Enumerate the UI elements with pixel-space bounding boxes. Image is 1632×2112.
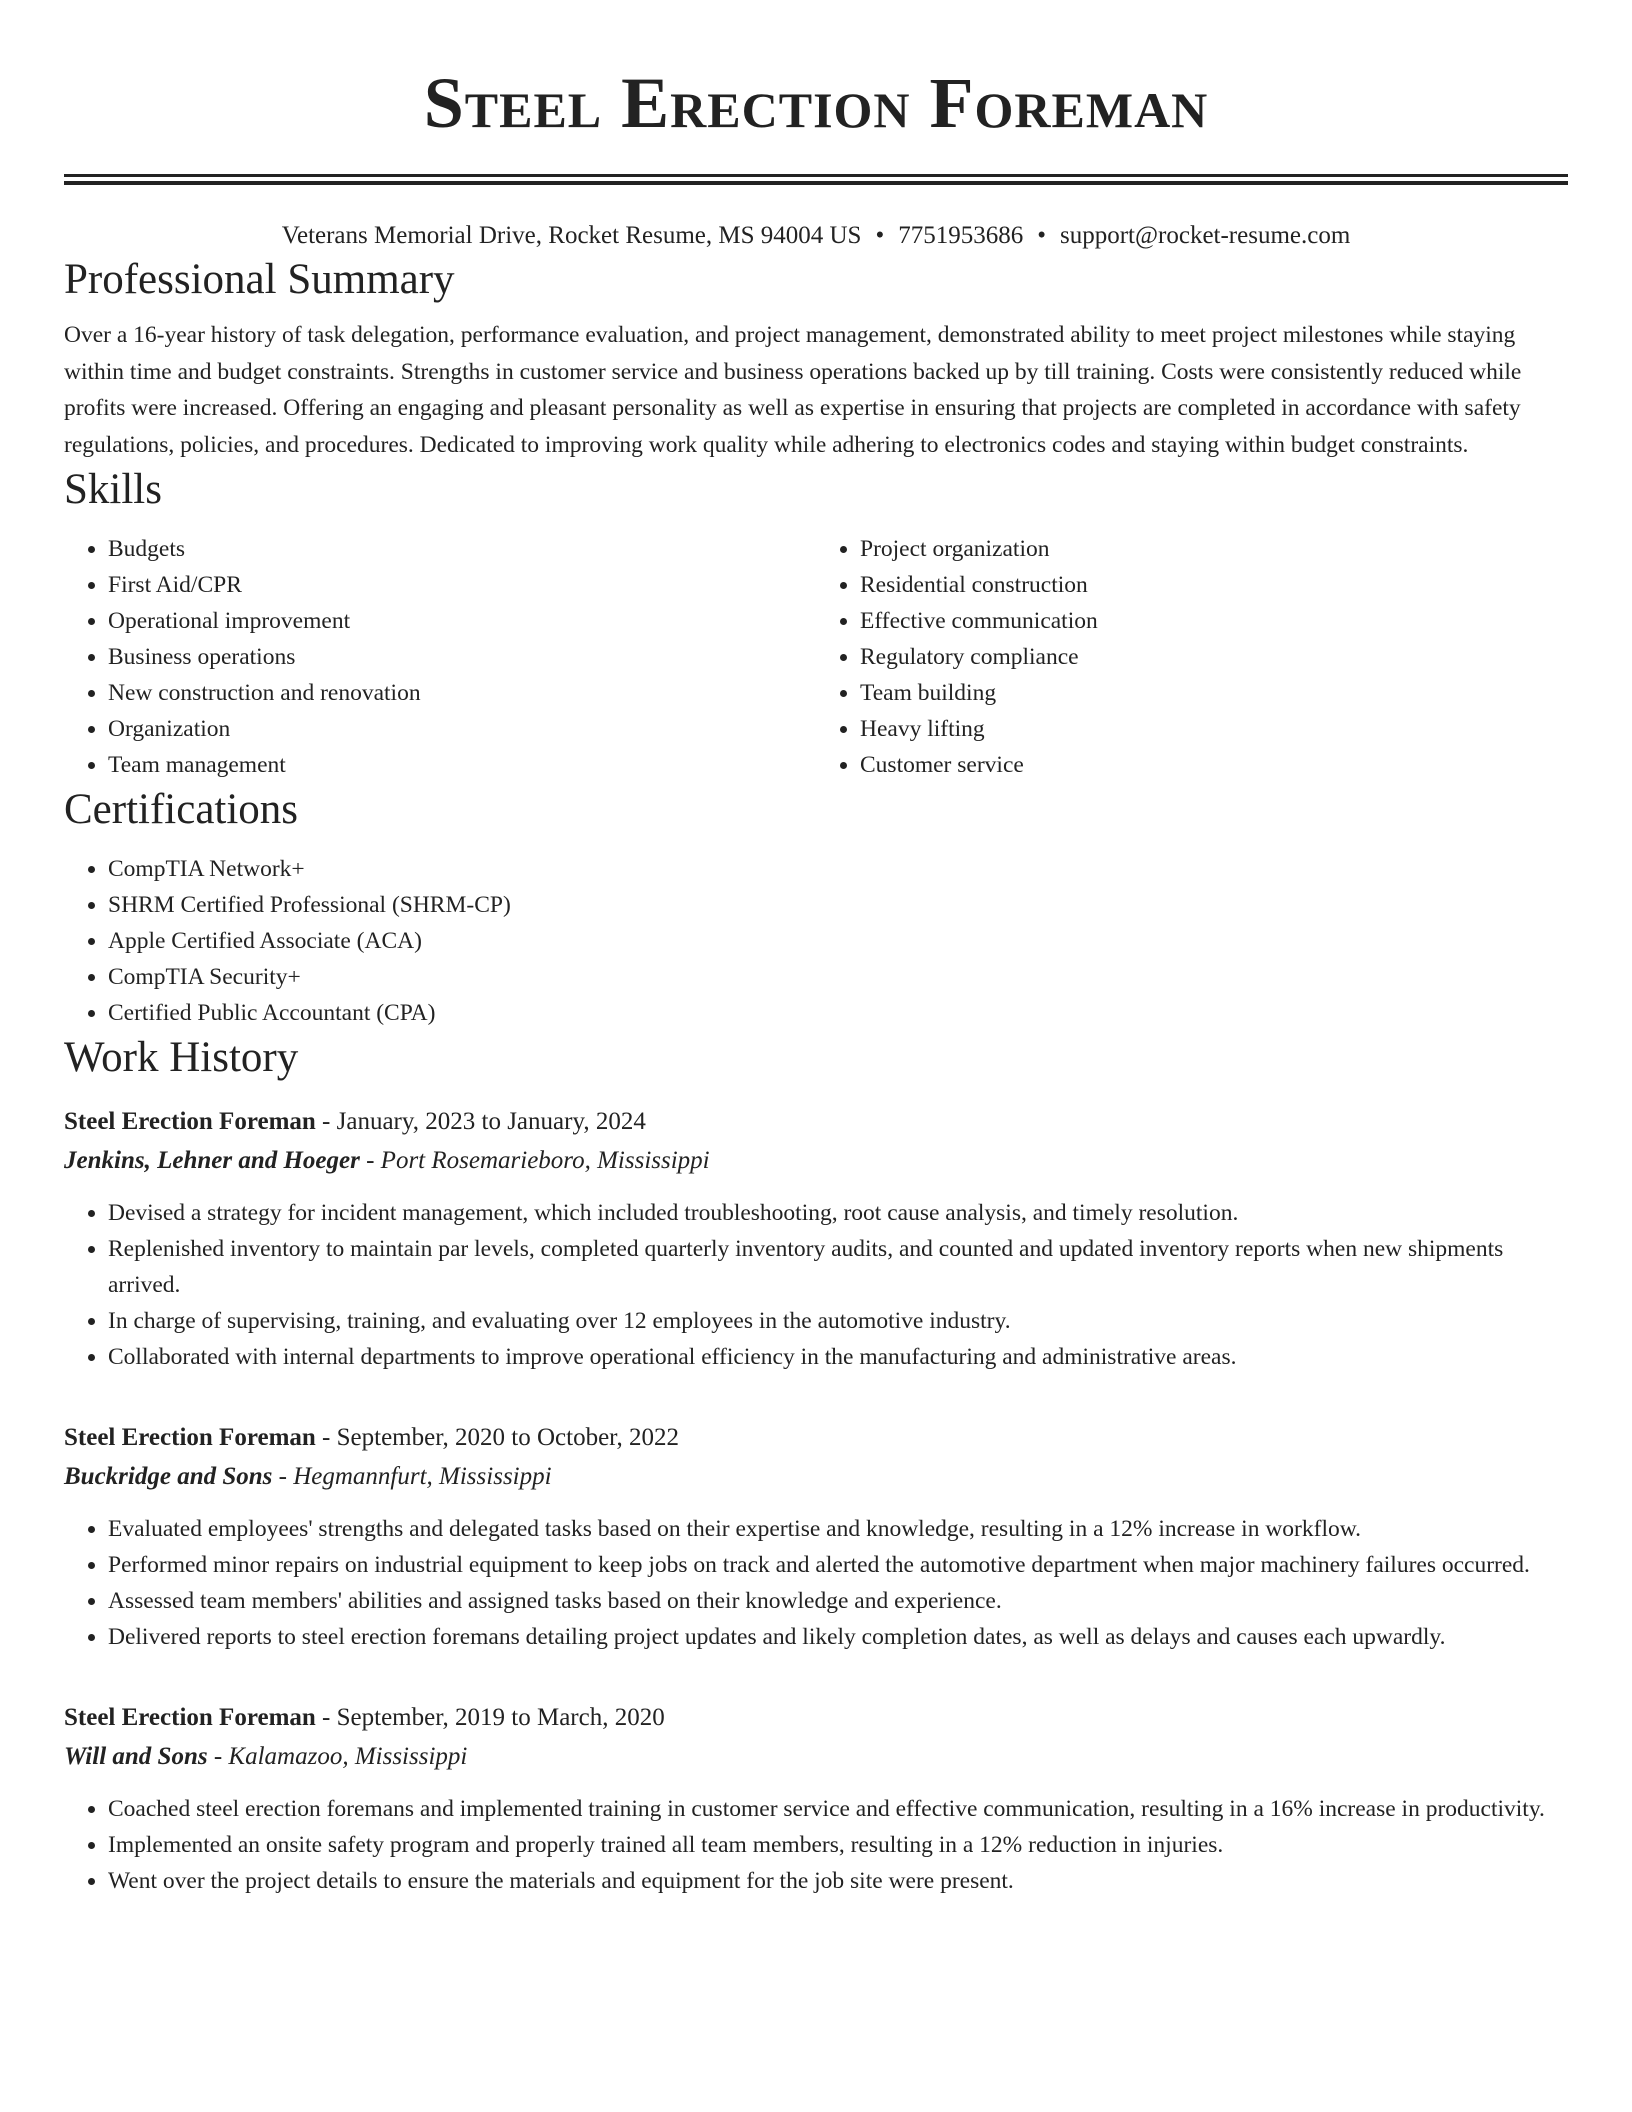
job-company-line [64, 1737, 1568, 1777]
job-title-line [64, 1419, 1568, 1457]
skill-item: • Customer service [860, 747, 1568, 783]
header-double-rule [64, 174, 1568, 185]
job-bullets [64, 1791, 1568, 1899]
job-role: Steel Erection Foreman [64, 1108, 316, 1135]
job-location: - Hegmannfurt, Mississippi [272, 1463, 552, 1490]
job-dates: - September, 2019 to March, 2020 [315, 1704, 665, 1731]
job-location: - Port Rosemarieboro, Mississippi [359, 1147, 710, 1174]
job-entry [64, 1103, 1568, 1375]
skill-item: • Project organization [860, 531, 1568, 567]
job-bullet: • In charge of supervising, training, and evaluating over 12 employees in the automotive industry. [108, 1303, 1568, 1339]
job-bullet: • Delivered reports to steel erection foremans detailing project updates and likely completion dates, as well as delays and causes each upwardly. [108, 1619, 1568, 1655]
certification-item: • Apple Certified Associate (ACA) [108, 923, 1568, 959]
certification-item: • CompTIA Network+ [108, 851, 1568, 887]
contact-address: Veterans Memorial Drive, Rocket Resume, MS 94004 US [281, 222, 862, 249]
skill-item: • Effective communication [860, 603, 1568, 639]
contact-separator: • [1037, 222, 1046, 249]
certifications-list [64, 851, 1568, 1031]
skill-item: • Team building [860, 675, 1568, 711]
job-bullet: • Assessed team members' abilities and assigned tasks based on their knowledge and experience. [108, 1583, 1568, 1619]
job-role: Steel Erection Foreman [64, 1704, 316, 1731]
job-bullet: • Coached steel erection foremans and implemented training in customer service and effective communication, resulting in a 16% increase in productivity. [108, 1791, 1568, 1827]
job-bullet: • Devised a strategy for incident management, which included troubleshooting, root cause analysis, and timely resolution. [108, 1195, 1568, 1231]
skills-column-right [816, 531, 1568, 783]
job-dates: - September, 2020 to October, 2022 [315, 1424, 679, 1451]
job-company-line [64, 1141, 1568, 1181]
job-role: Steel Erection Foreman [64, 1424, 316, 1451]
job-bullet: • Went over the project details to ensure the materials and equipment for the job site were present. [108, 1863, 1568, 1899]
job-company-line [64, 1457, 1568, 1497]
job-bullets [64, 1195, 1568, 1375]
skill-item: • Operational improvement [108, 603, 816, 639]
skill-item: • Regulatory compliance [860, 639, 1568, 675]
skill-item: • Team management [108, 747, 816, 783]
summary-text: Over a 16-year history of task delegation, performance evaluation, and project management, demonstrated ability to meet project milestones while staying within time and budget constraints. Strengths in customer service and business operations backed up by till training. Costs were consistently reduced while profits were increased. Offering an engaging and pleasant personality as well as expertise in ensuring that projects are completed in accordance with safety regulations, policies, and procedures. Dedicated to improving work quality while adhering to electronics codes and staying within budget constraints. [64, 322, 1522, 458]
job-bullet: • Collaborated with internal departments to improve operational efficiency in the manufacturing and administrative areas. [108, 1339, 1568, 1375]
skill-item: • Budgets [108, 531, 816, 567]
skill-item: • First Aid/CPR [108, 567, 816, 603]
skills-heading: Skills [64, 466, 162, 513]
certification-item: • Certified Public Accountant (CPA) [108, 995, 1568, 1031]
job-entry [64, 1419, 1568, 1655]
job-location: - Kalamazoo, Mississippi [207, 1743, 468, 1770]
contact-phone: 7751953686 [898, 222, 1024, 249]
resume-name: Steel Erection Foreman [423, 63, 1209, 143]
certification-item: • SHRM Certified Professional (SHRM-CP) [108, 887, 1568, 923]
contact-line [64, 219, 1568, 253]
skills-list [64, 531, 1568, 783]
job-dates: - January, 2023 to January, 2024 [315, 1108, 646, 1135]
job-company: Buckridge and Sons [64, 1463, 273, 1490]
contact-separator: • [875, 222, 885, 249]
job-company: Jenkins, Lehner and Hoeger [64, 1147, 360, 1174]
job-bullet: • Implemented an onsite safety program and properly trained all team members, resulting in a 12% reduction in injuries. [108, 1827, 1568, 1863]
skill-item: • Business operations [108, 639, 816, 675]
job-bullet: • Replenished inventory to maintain par levels, completed quarterly inventory audits, and counted and updated inventory reports when new shipments arrived. [108, 1231, 1568, 1303]
summary-heading: Professional Summary [64, 256, 455, 303]
skill-item: • Heavy lifting [860, 711, 1568, 747]
certification-item: • CompTIA Security+ [108, 959, 1568, 995]
job-title-line [64, 1699, 1568, 1737]
job-title-line [64, 1103, 1568, 1141]
certifications-heading: Certifications [64, 786, 299, 833]
job-bullet: • Evaluated employees' strengths and delegated tasks based on their expertise and knowledge, resulting in a 12% increase in workflow. [108, 1511, 1568, 1547]
job-bullet: • Performed minor repairs on industrial equipment to keep jobs on track and alerted the automotive department when major machinery failures occurred. [108, 1547, 1568, 1583]
job-company: Will and Sons [64, 1743, 208, 1770]
job-entry [64, 1699, 1568, 1899]
work-history-heading: Work History [64, 1034, 299, 1081]
skill-item: • New construction and renovation [108, 675, 816, 711]
contact-email: support@rocket-resume.com [1060, 222, 1351, 249]
skill-item: • Residential construction [860, 567, 1568, 603]
job-bullets [64, 1511, 1568, 1655]
skills-column-left [64, 531, 816, 783]
skill-item: • Organization [108, 711, 816, 747]
